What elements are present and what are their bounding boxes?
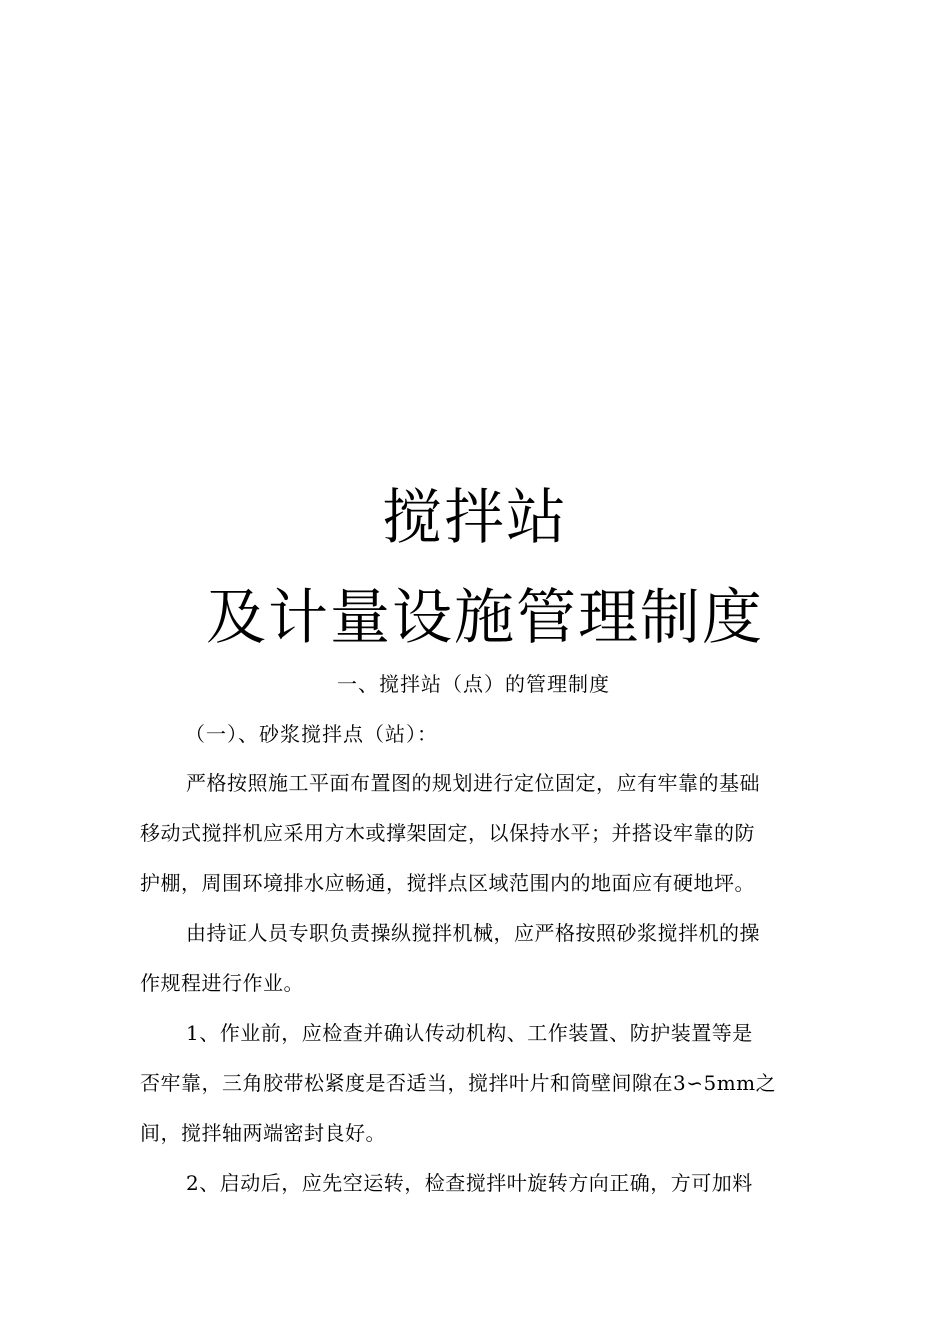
chapter-heading: 一、搅拌站（点）的管理制度 (337, 672, 610, 696)
document-title-line-1: 搅拌站 (382, 483, 568, 553)
paragraph-1-line-2: 移动式搅拌机应采用方木或撑架固定，以保持水平；并搭设牢靠的防 (140, 821, 755, 845)
document-title-line-2: 及计量设施管理制度 (206, 583, 764, 653)
paragraph-2-line-1: 由持证人员专职负责操纵搅拌机械，应严格按照砂浆搅拌机的操 (186, 921, 760, 945)
paragraph-1-line-1: 严格按照施工平面布置图的规划进行定位固定，应有牢靠的基础 (186, 771, 760, 795)
paragraph-3-line-3: 间，搅拌轴两端密封良好。 (140, 1121, 386, 1145)
paragraph-1-line-3: 护棚，周围环境排水应畅通，搅拌点区域范围内的地面应有硬地坪。 (140, 871, 755, 895)
paragraph-3-line-2: 否牢靠，三角胶带松紧度是否适当，搅拌叶片和筒壁间隙在3∽5mm之 (140, 1071, 777, 1095)
paragraph-2-line-2: 作规程进行作业。 (140, 971, 304, 995)
section-heading: （一）、砂浆搅拌点（站）： (185, 722, 438, 746)
paragraph-4-line-1: 2、启动后，应先空运转，检查搅拌叶旋转方向正确，方可加料 (186, 1171, 753, 1195)
paragraph-3-line-1: 1、作业前，应检查并确认传动机构、工作装置、防护装置等是 (186, 1021, 753, 1045)
